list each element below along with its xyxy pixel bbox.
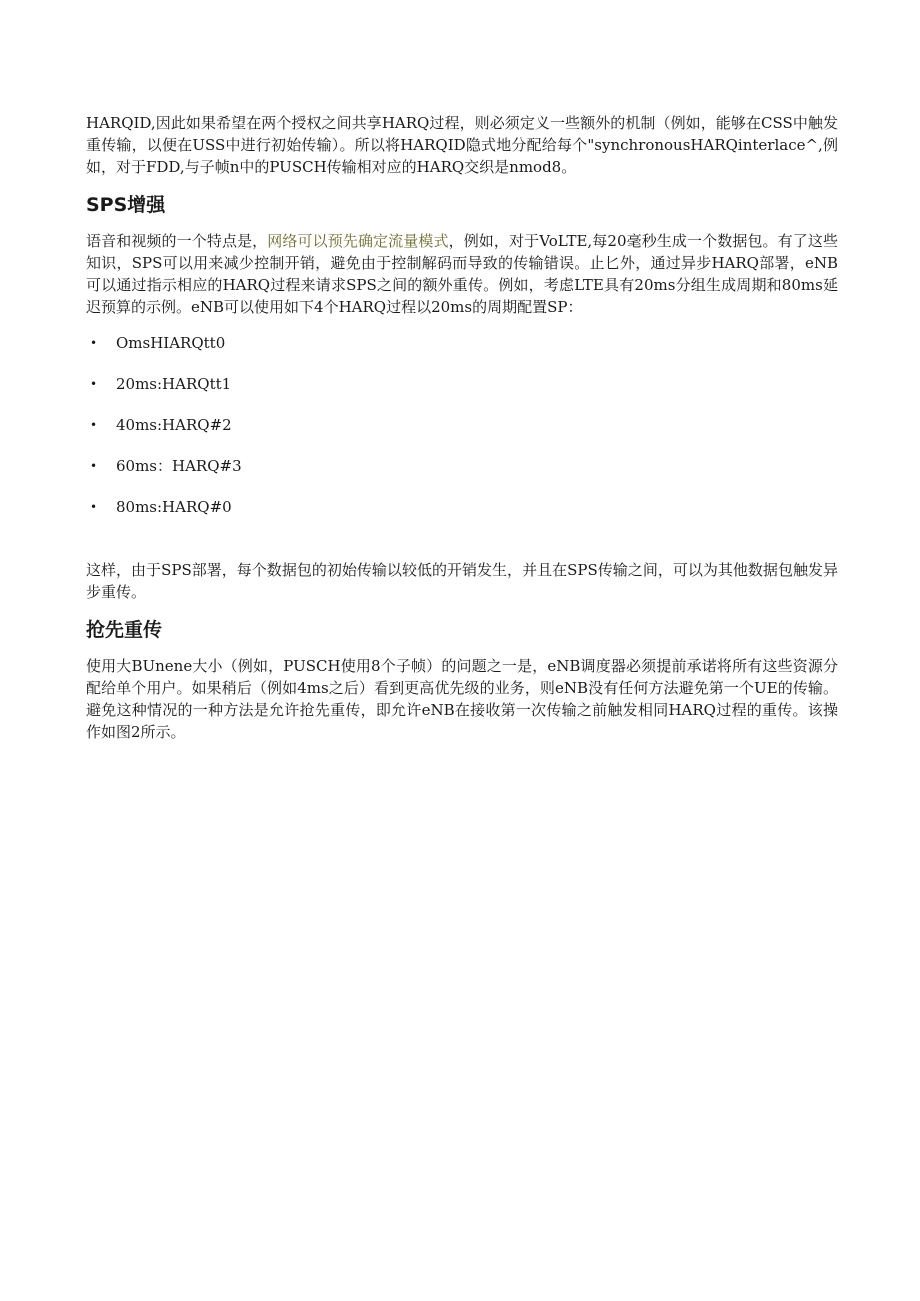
list-item xyxy=(86,414,838,436)
heading-preemptive-retransmission: 抢先重传 xyxy=(86,619,163,641)
heading-sps-enhancement: SPS增强 xyxy=(86,194,166,216)
list-item xyxy=(86,496,838,518)
bullet-icon: • xyxy=(90,500,98,514)
list-item-text: 40ms:HARQ#2 xyxy=(116,416,232,434)
harq-process-list xyxy=(86,332,838,518)
list-item xyxy=(86,332,838,354)
bullet-icon: • xyxy=(90,377,98,391)
paragraph-preemptive: 使用大BUnene大小（例如，PUSCH使用8个子帧）的问题之一是，eNB调度器必须提前承诺将所有这些资源分配给单个用户。如果稍后（例如4ms之后）看到更高优先级的业务，则eNB没有任何方法避免第一个UE的传输。避免这种情况的一种方法是允许抢先重传，即允许eNB在接收第一次传输之前触发相同HARQ过程的重传。该操作如图2所示。 xyxy=(86,657,838,741)
bullet-icon: • xyxy=(90,336,98,350)
list-item-text: 80ms:HARQ#0 xyxy=(116,498,232,516)
list-item-text: OmsHIARQtt0 xyxy=(116,334,226,352)
paragraph-sps xyxy=(86,230,838,318)
list-item xyxy=(86,373,838,395)
paragraph-sps-summary: 这样，由于SPS部署，每个数据包的初始传输以较低的开销发生，并且在SPS传输之间，可以为其他数据包触发异步重传。 xyxy=(86,561,838,601)
list-item-text: 20ms:HARQtt1 xyxy=(116,375,232,393)
paragraph-harq-id: HARQID,因此如果希望在两个授权之间共享HARQ过程，则必须定义一些额外的机制（例如，能够在CSS中触发重传输，以便在USS中进行初始传输）。所以将HARQID隐式地分配给每个"synchronousHARQinterlace^,例如，对于FDD,与子帧n中的PUSCH传输相对应的HARQ交织是nmod8。 xyxy=(86,114,838,176)
highlighted-phrase: 网络可以预先确定流量模式 xyxy=(267,232,449,250)
paragraph-sps-text-before: 语音和视频的一个特点是， xyxy=(86,232,268,250)
list-item-text: 60ms：HARQ#3 xyxy=(116,457,242,475)
bullet-icon: • xyxy=(90,459,98,473)
paragraph-sps-text-after: ，例如，对于VoLTE,每20毫秒生成一个数据包。有了这些知识，SPS可以用来减少控制开销，避免由于控制解码而导致的传输错误。止匕外，通过异步HARQ部署，eNB可以通过指示相应的HARQ过程来请求SPS之间的额外重传。例如，考虑LTE具有20ms分组生成周期和80ms延迟预算的示例。eNB可以使用如下4个HARQ过程以20ms的周期配置SP： xyxy=(86,232,838,316)
document-page xyxy=(86,112,838,743)
spacer xyxy=(86,537,838,559)
bullet-icon: • xyxy=(90,418,98,432)
list-item xyxy=(86,455,838,477)
